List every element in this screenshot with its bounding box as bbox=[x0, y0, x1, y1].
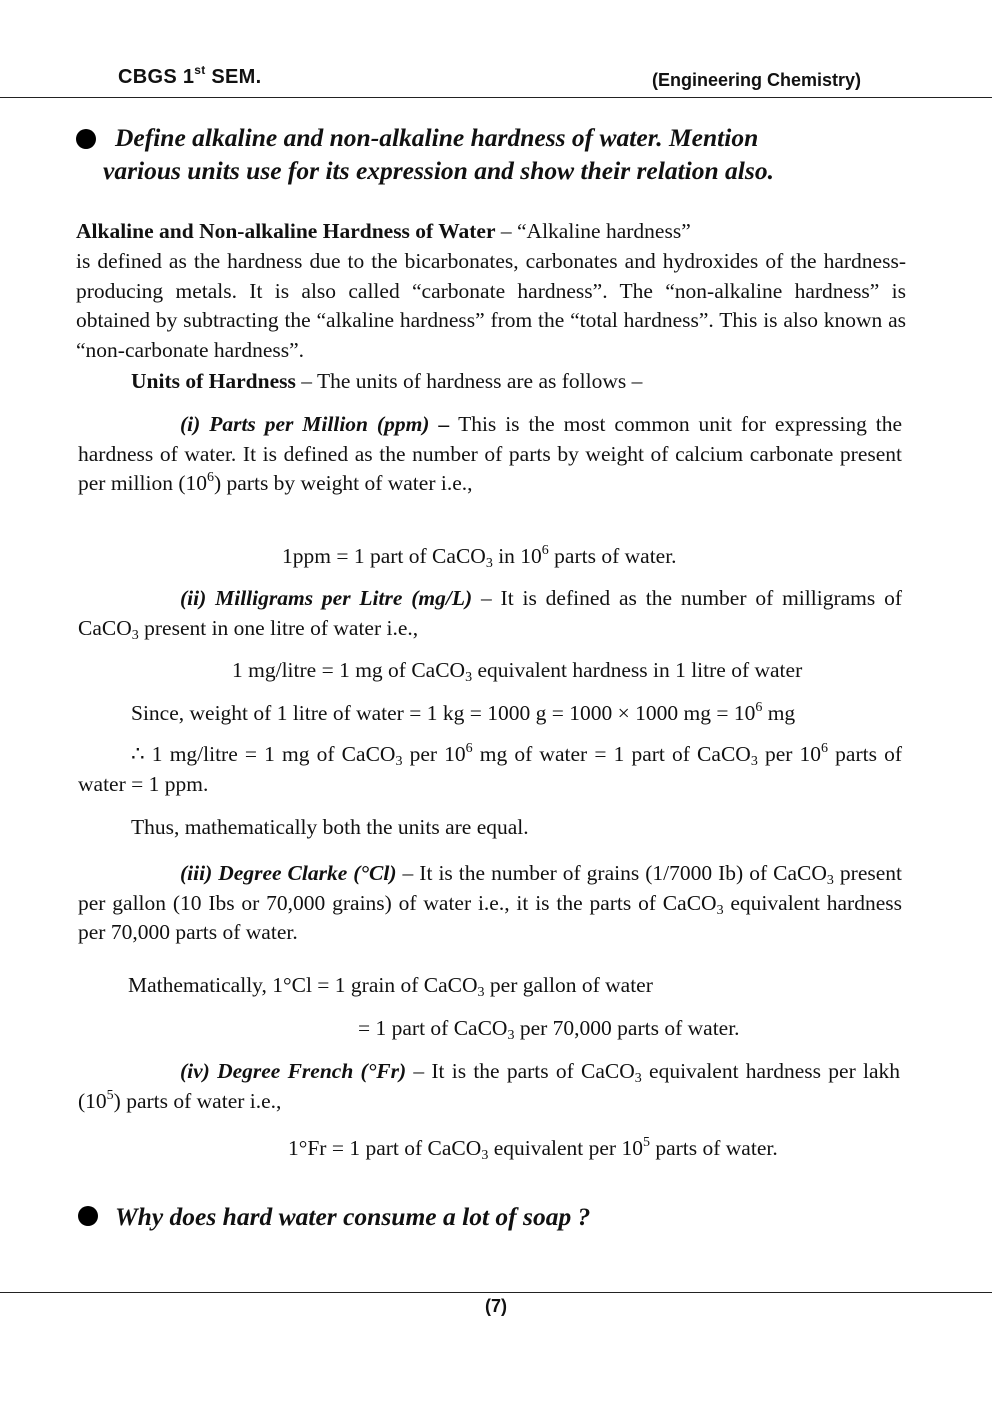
unit-clarke-definition: (iii) Degree Clarke (°Cl) – It is the number of grains (1/7000 Ib) of CaCO$_3$ present per gallon (10 Ibs or 70,000 grains) of water i.e., it is the parts of CaCO$_3$ equivalent hardness per 70,000 parts of water. bbox=[78, 861, 903, 944]
header-rule bbox=[0, 97, 992, 98]
intro-body: is defined as the hardness due to the bicarbonates, carbonates and hydroxides of the hardness-producing metals. It is also called “carbonate hardness”. The “non-alkaline hardness” is obtained by subtracting the “alkaline hardness” from the “total hardness”. This is also known as “non-carbonate hardness”. bbox=[76, 249, 906, 362]
unit-french-definition: (iv) Degree French (°Fr) – It is the parts of CaCO$_3$ equivalent hardness per lakh $(10^5)$ parts of water i.e., bbox=[78, 1059, 900, 1113]
header-title: CBGS 1st SEM. bbox=[118, 63, 262, 88]
unit-mgl-definition: (ii) Milligrams per Litre (mg/L) – It is defined as the number of milligrams of CaCO$_3$ present in one litre of water i.e., bbox=[78, 586, 902, 643]
intro-heading-line: Alkaline and Non-alkaline Hardness of Water – “Alkaline hardness” bbox=[76, 219, 691, 243]
unit-mgl-label: (ii) Milligrams per Litre (mg/L) bbox=[180, 586, 473, 610]
unit-mgl-equation-2: Since, weight of 1 litre of water = 1 kg = 1000 g = 1000 × 1000 mg = $10^6$ mg bbox=[131, 700, 796, 725]
unit-ppm-definition: (i) Parts per Million (ppm) – This is the most common unit for expressing the hardness of water. It is defined as the number of parts by weight of calcium carbonate present per million $(10^6)$ parts by weight of water i.e., bbox=[78, 412, 903, 495]
unit-mgl-equation-3: ∴ 1 mg/litre = 1 mg of CaCO$_3$ per $10^6$ mg of water = 1 part of CaCO$_3$ per $10^6$ parts of water = 1 ppm. bbox=[78, 741, 902, 796]
unit-french-equation: 1°Fr = 1 part of CaCO$_3$ equivalent per $10^5$ parts of water. bbox=[288, 1135, 778, 1163]
unit-clarke-equation-1: Mathematically, 1°Cl = 1 grain of CaCO$_3$ per gallon of water bbox=[128, 973, 653, 1000]
unit-ppm-equation: 1ppm = 1 part of CaCO$_3$ in $10^6$ parts of water. bbox=[282, 543, 677, 571]
header-subject: (Engineering Chemistry) bbox=[652, 70, 862, 90]
unit-mgl-equation-1: 1 mg/litre = 1 mg of CaCO$_3$ equivalent hardness in 1 litre of water bbox=[232, 658, 803, 685]
unit-clarke-label: (iii) Degree Clarke (°Cl) bbox=[180, 861, 397, 885]
units-intro: Units of Hardness – The units of hardness are as follows – bbox=[131, 369, 643, 393]
intro-heading: Alkaline and Non-alkaline Hardness of Water bbox=[76, 219, 496, 243]
bullet-icon bbox=[78, 1206, 98, 1226]
question-2: Why does hard water consume a lot of soap ? bbox=[115, 1202, 591, 1231]
unit-french-label: (iv) Degree French (°Fr) bbox=[180, 1059, 407, 1083]
question-1-line-2: various units use for its expression and show their relation also. bbox=[103, 156, 774, 185]
unit-mgl-conclusion: Thus, mathematically both the units are equal. bbox=[131, 815, 529, 839]
question-1-line-1: Define alkaline and non-alkaline hardness of water. Mention bbox=[115, 123, 759, 152]
bullet-icon bbox=[76, 129, 96, 149]
footer-rule bbox=[0, 1292, 992, 1293]
unit-ppm-label: (i) Parts per Million (ppm) bbox=[180, 412, 430, 436]
page-number: (7) bbox=[485, 1296, 507, 1316]
unit-clarke-equation-2: = 1 part of CaCO$_3$ per 70,000 parts of water. bbox=[358, 1016, 740, 1043]
